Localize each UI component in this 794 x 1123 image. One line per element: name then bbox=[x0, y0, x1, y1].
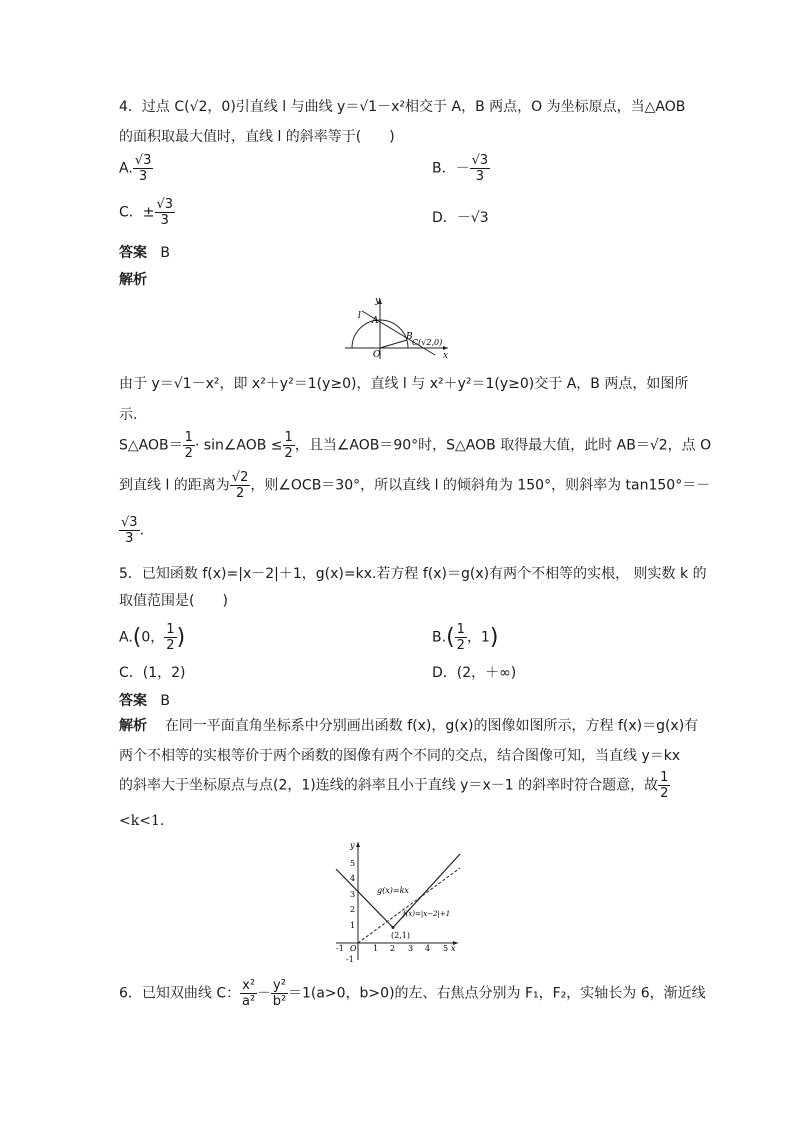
q5-option-a-label: A. bbox=[119, 629, 133, 646]
q4-explanation-line2: 示． bbox=[119, 407, 147, 423]
q5-option-a-den: 2 bbox=[166, 638, 175, 653]
q4-option-c-den: 3 bbox=[160, 213, 169, 228]
fig2-ytick-neg1: -1 bbox=[346, 955, 354, 964]
q5-stem-line2: 取值范围是( ) bbox=[119, 593, 228, 609]
q4-exp3-frac1-num: 1 bbox=[184, 430, 193, 445]
fig2-label-o: O bbox=[350, 944, 357, 953]
q4-figure-semicircle bbox=[340, 293, 455, 363]
q4-option-c bbox=[119, 197, 175, 228]
q5-stem-line1: 5．已知函数 f(x)=|x－2|＋1，g(x)=kx.若方程 f(x)＝g(x)有两个不相等的实根， 则实数 k 的 bbox=[119, 566, 707, 582]
fig2-label-f: f(x)=|x−2|+1 bbox=[403, 910, 451, 918]
fig1-label-a: A bbox=[372, 316, 379, 326]
q6-frac-y-den: b² bbox=[272, 994, 287, 1009]
fig1-label-x: x bbox=[443, 351, 449, 361]
q4-exp4-part-a: 到直线 l 的距离为 bbox=[119, 477, 230, 494]
q4-option-b-num: √3 bbox=[471, 153, 489, 168]
q4-exp4-frac-den: 2 bbox=[235, 486, 245, 501]
q5-option-a-rparen: ) bbox=[176, 625, 186, 650]
q5-option-b-lparen: ( bbox=[446, 625, 455, 650]
q6-stem-part-b: ＝1(a>0，b>0)的左、右焦点分别为 F₁，F₂，实轴长为 6，渐近线 bbox=[287, 985, 706, 1002]
q6-frac-y bbox=[271, 978, 288, 1009]
q5-exp1-text: 在同一平面直角坐标系中分别画出函数 f(x)，g(x)的图像如图所示，方程 f(x)＝g(x)有 bbox=[164, 718, 699, 734]
q5-answer bbox=[119, 690, 170, 710]
fig2-xtick-4: 4 bbox=[425, 944, 431, 953]
fig2-point bbox=[392, 926, 395, 929]
q4-option-c-label: C．± bbox=[119, 204, 155, 221]
fig2-label-x: x bbox=[451, 944, 456, 953]
q4-answer bbox=[119, 242, 170, 262]
fig1-label-b: B bbox=[406, 332, 413, 342]
q6-frac-x bbox=[240, 978, 257, 1009]
q4-exp3-frac2 bbox=[283, 430, 295, 461]
q4-exp3-frac1 bbox=[183, 430, 195, 461]
q5-option-b-label: B. bbox=[432, 629, 447, 646]
fig1-label-o: O bbox=[373, 350, 381, 360]
q5-explanation-line1 bbox=[119, 715, 698, 735]
q4-exp4-frac-num: √2 bbox=[231, 470, 249, 485]
fig2-xtick-5: 5 bbox=[443, 944, 449, 953]
q4-option-b-label: B．－ bbox=[432, 160, 470, 177]
q5-analysis-label: 解析 bbox=[119, 718, 147, 734]
fig2-y-arrow bbox=[356, 842, 360, 847]
q5-option-b-right: ，1 bbox=[466, 629, 490, 646]
q5-option-b-fraction bbox=[455, 622, 467, 653]
q4-option-c-fraction bbox=[155, 197, 176, 228]
q4-option-b-fraction bbox=[470, 153, 491, 184]
q4-option-a-label: A. bbox=[119, 160, 133, 177]
q5-exp3-text: 的斜率大于坐标原点与点(2，1)连线的斜率且小于直线 y＝x－1 的斜率时符合题意，故 bbox=[119, 777, 659, 794]
q6-stem-line1 bbox=[119, 978, 706, 1009]
q4-exp3-frac1-den: 2 bbox=[184, 446, 193, 461]
q4-explanation-line1: 由于 y＝√1－x²，即 x²＋y²＝1(y≥0)，直线 l 与 x²＋y²＝1(y≥0)交于 A，B 两点，如图所 bbox=[119, 376, 689, 392]
q5-option-b bbox=[432, 622, 498, 653]
q5-explanation-line2: 两个不相等的实根等价于两个函数的图像有两个不同的交点，结合图像可知，当直线 y＝kx bbox=[119, 748, 681, 764]
q6-frac-y-num: y² bbox=[273, 978, 286, 993]
q4-stem-line1: 4．过点 C(√2，0)引直线 l 与曲线 y＝√1－x²相交于 A，B 两点，O 为坐标原点，当△AOB bbox=[119, 99, 686, 115]
q5-figure-graphs bbox=[330, 838, 465, 966]
fig1-ob bbox=[380, 340, 407, 348]
q4-explanation-line3 bbox=[119, 430, 711, 461]
fig2-xtick-1: 1 bbox=[373, 944, 379, 953]
q4-option-a-num: √3 bbox=[134, 153, 152, 168]
fig2-ytick-2: 2 bbox=[350, 905, 356, 914]
fig1-x-arrow bbox=[443, 346, 448, 350]
q4-analysis-label: 解析 bbox=[119, 272, 147, 288]
q5-option-d: D．(2，＋∞) bbox=[432, 665, 517, 681]
q4-stem-line2: 的面积取最大值时，直线 l 的斜率等于( ) bbox=[119, 129, 395, 145]
q4-option-a bbox=[119, 153, 153, 184]
q4-option-b-den: 3 bbox=[475, 169, 485, 184]
fig2-xtick-2: 2 bbox=[390, 944, 396, 953]
q6-stem-part-a: 6．已知双曲线 C： bbox=[119, 985, 241, 1002]
fig2-ytick-5: 5 bbox=[350, 859, 356, 868]
fig2-label-g: g(x)=kx bbox=[377, 886, 409, 895]
fig2-ytick-4: 4 bbox=[350, 874, 356, 883]
q4-exp3-frac2-den: 2 bbox=[284, 446, 293, 461]
fig2-ytick-3: 3 bbox=[350, 890, 356, 899]
q4-exp3-frac2-num: 1 bbox=[284, 430, 293, 445]
q5-option-b-rparen: ) bbox=[489, 625, 499, 650]
q4-option-a-den: 3 bbox=[138, 169, 148, 184]
q4-exp3-part-b: · sin∠AOB ≤ bbox=[194, 437, 283, 454]
fig1-label-c: C(√2,0) bbox=[412, 338, 443, 347]
q5-option-c: C．(1，2) bbox=[119, 665, 186, 681]
q4-exp5-tail: . bbox=[139, 522, 145, 539]
fig2-ytick-1: 1 bbox=[350, 921, 356, 930]
q4-answer-value: B bbox=[160, 245, 170, 261]
q5-option-a bbox=[119, 622, 185, 653]
q4-exp5-frac-num: √3 bbox=[121, 515, 138, 530]
q6-frac-x-num: x² bbox=[242, 978, 256, 993]
q5-answer-value: B bbox=[160, 693, 170, 709]
q5-option-a-fraction bbox=[164, 622, 176, 653]
q6-frac-x-den: a² bbox=[242, 994, 256, 1009]
q4-option-c-num: √3 bbox=[156, 197, 174, 212]
q4-option-a-fraction bbox=[133, 153, 154, 184]
q5-answer-label: 答案 bbox=[119, 693, 147, 709]
q4-exp5-frac-den: 3 bbox=[125, 531, 134, 546]
q5-exp3-frac bbox=[658, 770, 670, 801]
q5-explanation-line3 bbox=[119, 770, 670, 801]
q5-option-a-left: 0， bbox=[141, 629, 165, 646]
q4-exp4-frac bbox=[230, 470, 251, 501]
fig2-label-y: y bbox=[350, 841, 355, 850]
q5-option-b-den: 2 bbox=[456, 638, 465, 653]
q4-answer-label: 答案 bbox=[119, 245, 147, 261]
q5-option-a-lparen: ( bbox=[132, 625, 142, 650]
q5-option-a-num: 1 bbox=[166, 622, 175, 637]
q5-exp3-frac-den: 2 bbox=[660, 786, 669, 801]
fig1-label-y: y bbox=[375, 296, 381, 306]
fig2-xtick-neg1: -1 bbox=[336, 944, 344, 953]
q4-option-d: D．－√3 bbox=[432, 210, 489, 226]
fig1-label-l: l bbox=[358, 311, 361, 321]
q5-exp3-frac-num: 1 bbox=[660, 770, 669, 785]
q5-explanation-line4: <k<1. bbox=[119, 813, 165, 829]
q4-exp4-part-b: ，则∠OCB＝30°，所以直线 l 的倾斜角为 150°，则斜率为 tan150°＝－ bbox=[250, 477, 711, 494]
fig2-xtick-3: 3 bbox=[408, 944, 414, 953]
q4-explanation-line5 bbox=[119, 515, 144, 546]
q5-option-b-num: 1 bbox=[456, 622, 465, 637]
q4-exp3-part-c: ，且当∠AOB＝90°时，S△AOB 取得最大值，此时 AB＝√2，点 O bbox=[294, 437, 712, 454]
q4-exp3-part-a: S△AOB＝ bbox=[119, 437, 183, 454]
q4-explanation-line4 bbox=[119, 470, 710, 501]
q6-minus: － bbox=[257, 985, 272, 1002]
q4-exp5-frac bbox=[119, 515, 140, 546]
fig2-label-point: (2,1) bbox=[391, 931, 410, 940]
q4-option-b bbox=[432, 153, 490, 184]
